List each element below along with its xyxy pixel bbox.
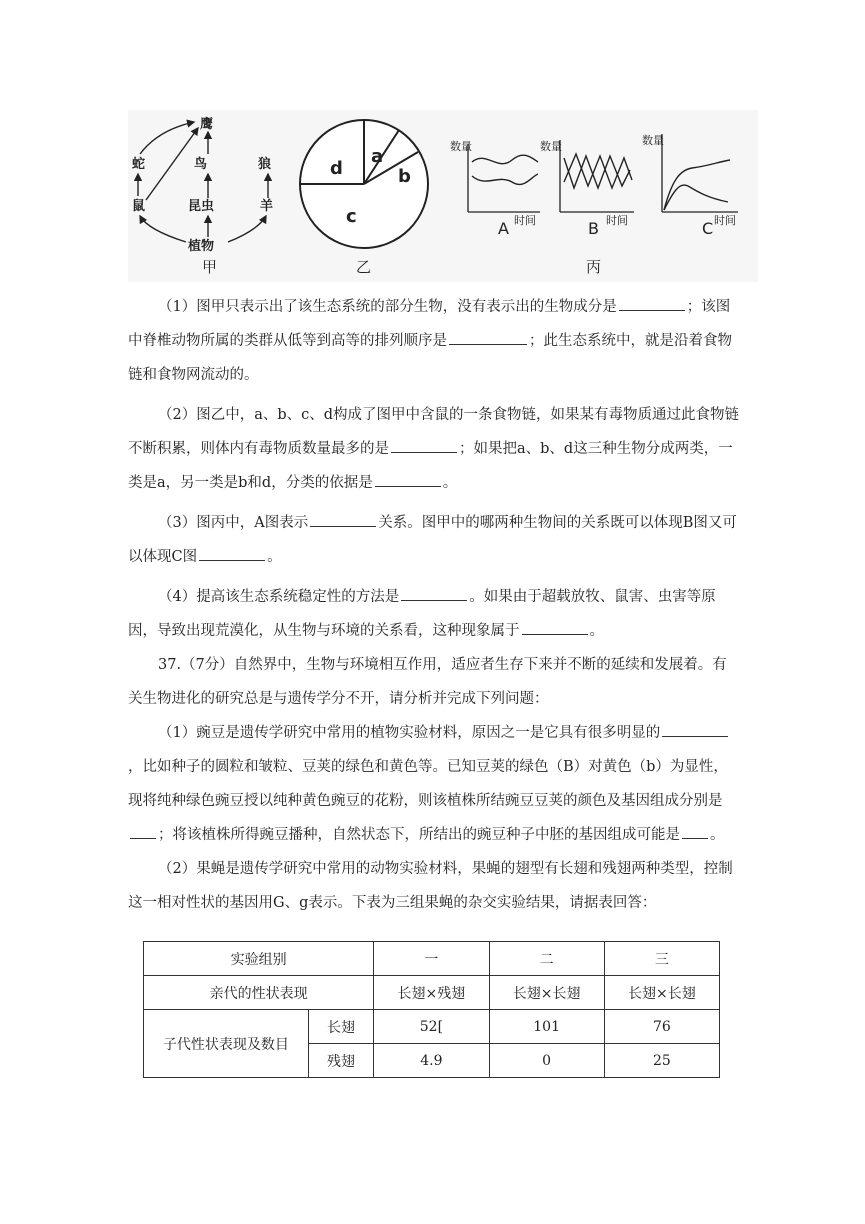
- caption-yi: 乙: [356, 258, 372, 276]
- graph-C-xlabel: 时间: [714, 214, 736, 227]
- answer-blank[interactable]: [449, 330, 527, 345]
- q36-part4: [128, 580, 740, 648]
- table-parent-label: 亲代的性状表现: [144, 976, 374, 1010]
- q36-p2-text-c: 。: [442, 475, 458, 491]
- q36-p3-text-b: 关系。图甲中的哪两种生物间的关系既可以体现B图又可以体现C图: [128, 515, 737, 565]
- table-row: [144, 976, 720, 1010]
- answer-blank[interactable]: [522, 620, 588, 635]
- graph-B: [540, 139, 634, 238]
- node-wolf: 狼: [258, 157, 272, 172]
- q36-part2: [128, 398, 740, 500]
- answer-blank[interactable]: [401, 586, 467, 601]
- node-mouse: 鼠: [132, 199, 146, 214]
- graph-A-xlabel: 时间: [514, 214, 536, 227]
- q36-p4-text-c: 。: [589, 623, 604, 639]
- q36-p1-text-c: ；此生态系统中，: [529, 333, 645, 349]
- q36-p4-text-a: （4）提高该生态系统稳定性的方法是: [158, 589, 400, 605]
- q36-part1: [128, 290, 740, 392]
- q37-p1-text-b: ，比如种子的圆粒和皱粒、豆荚的绿色和黄色等。已知豆荚的绿色（B）对黄色（b）为显性，现将纯种绿色豌豆授以纯种黄色豌豆的花粉，则该植株所结豌豆豆荚的颜色及基因组成分别是: [128, 759, 728, 809]
- q36-p1-text-d: 就是沿着食物链和食物网流动的。: [128, 333, 732, 383]
- table-group-1: 一: [374, 942, 489, 976]
- caption-bing: 丙: [586, 258, 602, 276]
- table-cell: 76: [604, 1010, 719, 1044]
- q36-p2-text-a: （2）图乙中，a、b、c、d构成了图甲中含鼠的一条食物链，如果某有毒物质通过此食物链不断积累，则体内有毒物质数量最多的是: [128, 407, 740, 457]
- table-row: [144, 942, 720, 976]
- q36-part3: [128, 506, 740, 574]
- table-long-label: 长翅: [308, 1010, 374, 1044]
- answer-blank[interactable]: [619, 296, 685, 311]
- pie-figure: [300, 120, 428, 276]
- q37-part1: [128, 716, 740, 852]
- graph-B-xlabel: 时间: [606, 214, 628, 227]
- table-short-label: 残翅: [308, 1044, 374, 1078]
- q37-part2: （2）果蝇是遗传学研究中常用的动物实验材料，果蝇的翅型有长翅和残翅两种类型，控制这一相对性状的基因用G、g表示。下表为三组果蝇的杂交实验结果，请据表回答：: [128, 861, 733, 911]
- graph-A-ylabel: 数量: [450, 140, 472, 153]
- cross-results-table: [143, 941, 720, 1078]
- node-insect: 昆虫: [188, 199, 215, 214]
- table-cell: 4.9: [374, 1044, 489, 1078]
- answer-blank[interactable]: [310, 512, 376, 527]
- answer-blank[interactable]: [375, 472, 441, 487]
- node-sheep: 羊: [260, 199, 274, 214]
- graph-A: [450, 139, 540, 238]
- table-cell: 长翅×长翅: [489, 976, 604, 1010]
- q36-p2-text-b: ；如果把a、b、d这三种生物分成两类，一类是a，另一类是b和d，分类的依据是: [128, 441, 733, 491]
- table-header-label: 实验组别: [144, 942, 374, 976]
- node-eagle: 鹰: [200, 117, 214, 132]
- table-offspring-label: 子代性状表现及数目: [144, 1010, 309, 1078]
- q36-p1-text-b: ；该图中脊椎动物所属的类群从低等到高等的排列顺序是: [128, 299, 731, 349]
- q37-intro: 37.（7分）自然界中，生物与环境相互作用，适应者生存下来并不断的延续和发展着。有关生物进化的研究总是与遗传学分不开，请分析并完成下列问题：: [128, 657, 727, 707]
- food-web-arrows: [138, 122, 268, 242]
- table-cell: 0: [489, 1044, 604, 1078]
- q36-p4-text-b: 。如果由于超载放牧、鼠害、虫害等原因，导致出现荒漠化，从生物与环境的关系看，这种现象属于: [128, 589, 716, 639]
- graph-B-panel: B: [588, 219, 599, 238]
- table-group-3: 三: [604, 942, 719, 976]
- figure-svg: [128, 110, 758, 282]
- graph-C-ylabel: 数量: [642, 134, 664, 147]
- answer-blank[interactable]: [130, 824, 156, 839]
- pie-label-a: a: [371, 146, 384, 167]
- node-bird: 鸟: [194, 157, 208, 172]
- table-cell: 52[: [374, 1010, 489, 1044]
- pie-label-d: d: [330, 158, 343, 179]
- q36-block: [128, 290, 740, 920]
- pie-label-c: c: [346, 206, 357, 227]
- table-row: [144, 1010, 720, 1044]
- answer-blank[interactable]: [662, 722, 728, 737]
- graph-C: [642, 133, 738, 238]
- q37-p1-text-c: ；将该植株所得豌豆播种，自然状态下，所结出的豌豆种子中胚的基因组成可能是: [158, 827, 680, 843]
- node-snake: 蛇: [132, 157, 146, 172]
- interaction-graphs: [450, 133, 738, 276]
- table-cell: 25: [604, 1044, 719, 1078]
- graph-B-ylabel: 数量: [540, 140, 562, 153]
- answer-blank[interactable]: [391, 438, 457, 453]
- graph-A-panel: A: [498, 219, 509, 238]
- q37-p1-text-a: （1）豌豆是遗传学研究中常用的植物实验材料，原因之一是它具有很多明显的: [158, 725, 661, 741]
- q36-p3-text-c: 。: [267, 549, 282, 565]
- graph-C-panel: C: [702, 219, 714, 238]
- table-cell: 101: [489, 1010, 604, 1044]
- table-group-2: 二: [489, 942, 604, 976]
- caption-jia: 甲: [202, 258, 218, 276]
- q36-p1-text-a: （1）图甲只表示出了该生态系统的部分生物，没有表示出的生物成分是: [158, 299, 617, 315]
- answer-blank[interactable]: [199, 546, 265, 561]
- pie-label-b: b: [398, 166, 411, 187]
- q36-p3-text-a: （3）图丙中，A图表示: [158, 515, 309, 531]
- table-cell: 长翅×残翅: [374, 976, 489, 1010]
- node-plant: 植物: [188, 239, 215, 254]
- table-cell: 长翅×长翅: [604, 976, 719, 1010]
- q37-p1-text-d: 。: [710, 827, 725, 843]
- answer-blank[interactable]: [682, 824, 708, 839]
- figure-panel: [128, 110, 758, 282]
